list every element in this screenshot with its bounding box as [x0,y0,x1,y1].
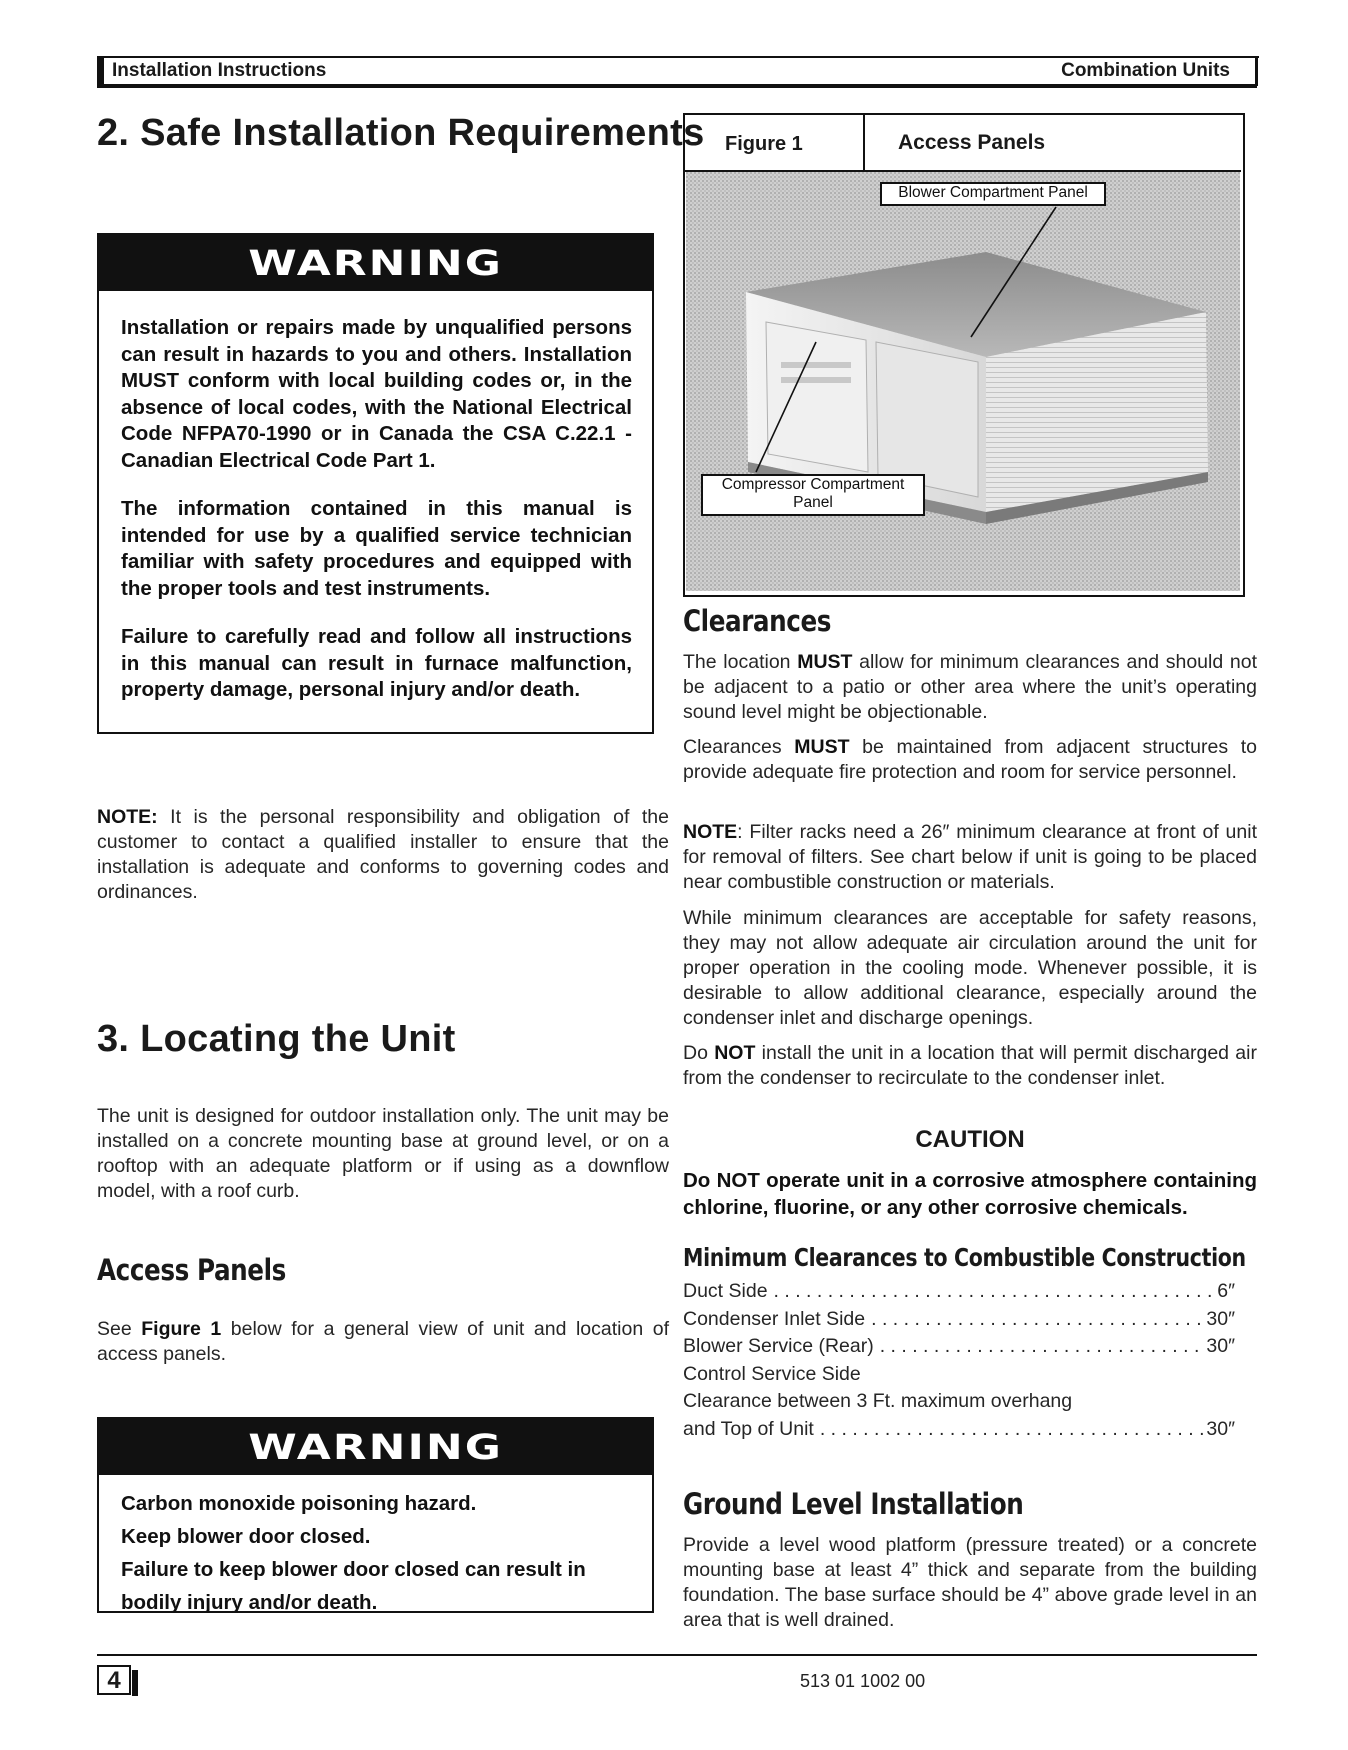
leader-dots [874,1333,1207,1361]
warning-paragraph-qualified: Installation or repairs made by unqualified persons can result in hazards to you and others. Installation MUST conform with local building codes or, in the absence of local codes, with the National Electrical Code NFPA70-1990 or in Canada the CSA C.22.1 - Canadian Electrical Code Part 1. [121,316,632,472]
callout-compressor-line-2: Panel [793,494,833,511]
clearance-value: 30″ [1206,1417,1235,1440]
figure-1-header-divider [863,115,865,170]
clearances-paragraph-location [683,650,1257,725]
clearance-row-top-of-unit [683,1416,1235,1444]
callout-compressor-line-1: Compressor Compartment [721,476,905,493]
warning-box-carbon-monoxide [97,1417,654,1613]
header-document-type: Installation Instructions [112,60,327,81]
warning-line-hazard: Carbon monoxide poisoning hazard. [121,1492,477,1515]
warning-body [99,291,652,704]
footer-rule [97,1654,1257,1656]
header-left-bar [97,56,104,87]
section-3-title: 3. Locating the Unit [97,1018,456,1060]
clearance-label: Condenser Inlet Side [683,1307,866,1330]
clearance-row-overhang [683,1388,1235,1416]
warning-paragraph-intended-use: The information contained in this manual is intended for use by a qualified service technician familiar with safety procedures and equipped with the proper tools and test instruments. [121,497,632,600]
emphasis: NOT [714,1042,756,1064]
text: Do [683,1042,715,1064]
clearance-row-blower-service [683,1333,1235,1361]
warning-box-installation [97,233,654,734]
emphasis: MUST [794,736,850,758]
callout-blower-compartment-panel: Blower Compartment Panel [880,182,1106,206]
text: be maintained from adjacent structures to provide adequate fire protection and room for service personnel. [683,736,1257,783]
access-panels-heading: Access Panels [97,1253,286,1287]
header-bottom-rule [97,84,1257,88]
clearances-paragraph-structures [683,735,1257,785]
page-number: 4 [97,1665,131,1695]
figure-1-title: Access Panels [898,131,1046,154]
rooftop-unit-illustration [686,172,1240,591]
clearance-label: Control Service Side [683,1362,861,1385]
leader-dots [865,1306,1206,1334]
warning-line-keep-closed: Keep blower door closed. [121,1525,371,1548]
figure-1-reference[interactable]: Figure 1 [141,1318,222,1340]
min-clearances-heading: Minimum Clearances to Combustible Construction [683,1243,1246,1272]
emphasis: MUST [797,651,853,673]
clearances-heading: Clearances [683,604,831,638]
ground-level-body: Provide a level wood platform (pressure treated) or a concrete mounting base at least 4” thick and separate from the building foundation. The base surface should be 4” above grade level in an area that is well drained. [683,1534,1257,1631]
section-3-body: The unit is designed for outdoor installation only. The unit may be installed on a concrete mounting base at ground level, or on a rooftop with an adequate platform or if using as a downflow model, with a roof curb. [97,1105,669,1202]
text: : Filter racks need a 26″ minimum clearance at front of unit for removal of filters. See chart below if unit is going to be placed near combustible construction or materials. [683,821,1257,893]
text: Clearances [683,736,795,758]
note-label: NOTE: [97,806,158,828]
note-label: NOTE [683,821,738,843]
text: The location [683,651,798,673]
warning-paragraph-failure: Failure to carefully read and follow all instructions in this manual can result in furnace malfunction, property damage, personal injury and/or death. [121,625,632,701]
ground-level-heading: Ground Level Installation [683,1487,1024,1521]
clearances-paragraph-filter-note [683,820,1257,895]
access-panels-text-post: below for a general view of unit and location of access panels. [97,1318,669,1365]
clearance-value: 30″ [1206,1335,1235,1357]
leader-dots [768,1278,1218,1306]
figure-1-unit-photo [686,172,1240,591]
warning-line-failure: Failure to keep blower door closed can result in bodily injury and/or death. [121,1558,586,1614]
clearance-value: 30″ [1206,1307,1235,1330]
clearance-value: 6″ [1217,1280,1235,1302]
warning-banner [99,1419,652,1475]
access-panels-body [97,1317,669,1367]
clearances-paragraph-recirculate [683,1041,1257,1091]
clearance-label: and Top of Unit [683,1417,814,1440]
warning-banner [99,235,652,291]
text: install the unit in a location that will permit discharged air from the condenser to recirculate to the condenser inlet. [683,1042,1257,1089]
min-clearances-table [683,1278,1235,1443]
caution-text: Do NOT operate unit in a corrosive atmosphere containing chlorine, fluorine, or any other corrosive chemicals. [683,1169,1257,1219]
clearance-row-condenser-inlet [683,1306,1235,1334]
clearance-label: Duct Side [683,1280,768,1302]
clearance-row-duct-side [683,1278,1235,1306]
figure-1-label: Figure 1 [725,133,803,155]
header-product-type: Combination Units [1061,60,1230,81]
callout-compressor-compartment-panel [701,474,925,516]
warning-label: WARNING [248,243,503,283]
clearance-label: Clearance between 3 Ft. maximum overhang [683,1390,1073,1412]
clearance-label: Blower Service (Rear) [683,1335,874,1357]
page-number-shadow [132,1670,138,1696]
section-2-title: 2. Safe Installation Requirements [97,112,705,154]
warning-body [99,1475,652,1619]
text: allow for minimum clearances and should not be adjacent to a patio or other area where the unit’s operating sound level might be objectionable. [683,651,1257,723]
warning-label: WARNING [248,1427,503,1467]
header-right-tick [1255,56,1258,86]
leader-dots [814,1416,1207,1444]
access-panels-text-pre: See [97,1318,142,1340]
note-text: It is the personal responsibility and obligation of the customer to contact a qualified installer to ensure that the installation is adequate and conforms to governing codes and ordinances. [97,806,669,903]
header-top-rule [97,56,1259,58]
note-paragraph [97,805,669,905]
caution-title: CAUTION [915,1126,1025,1153]
document-number: 513 01 1002 00 [800,1671,926,1691]
clearances-paragraph-airflow: While minimum clearances are acceptable for safety reasons, they may not allow adequate air circulation around the unit for proper operation in the cooling mode. Whenever possible, it is desirable to allow additional clearance, especially around the condenser inlet and discharge openings. [683,907,1257,1029]
clearance-row-control-service [683,1361,1235,1389]
